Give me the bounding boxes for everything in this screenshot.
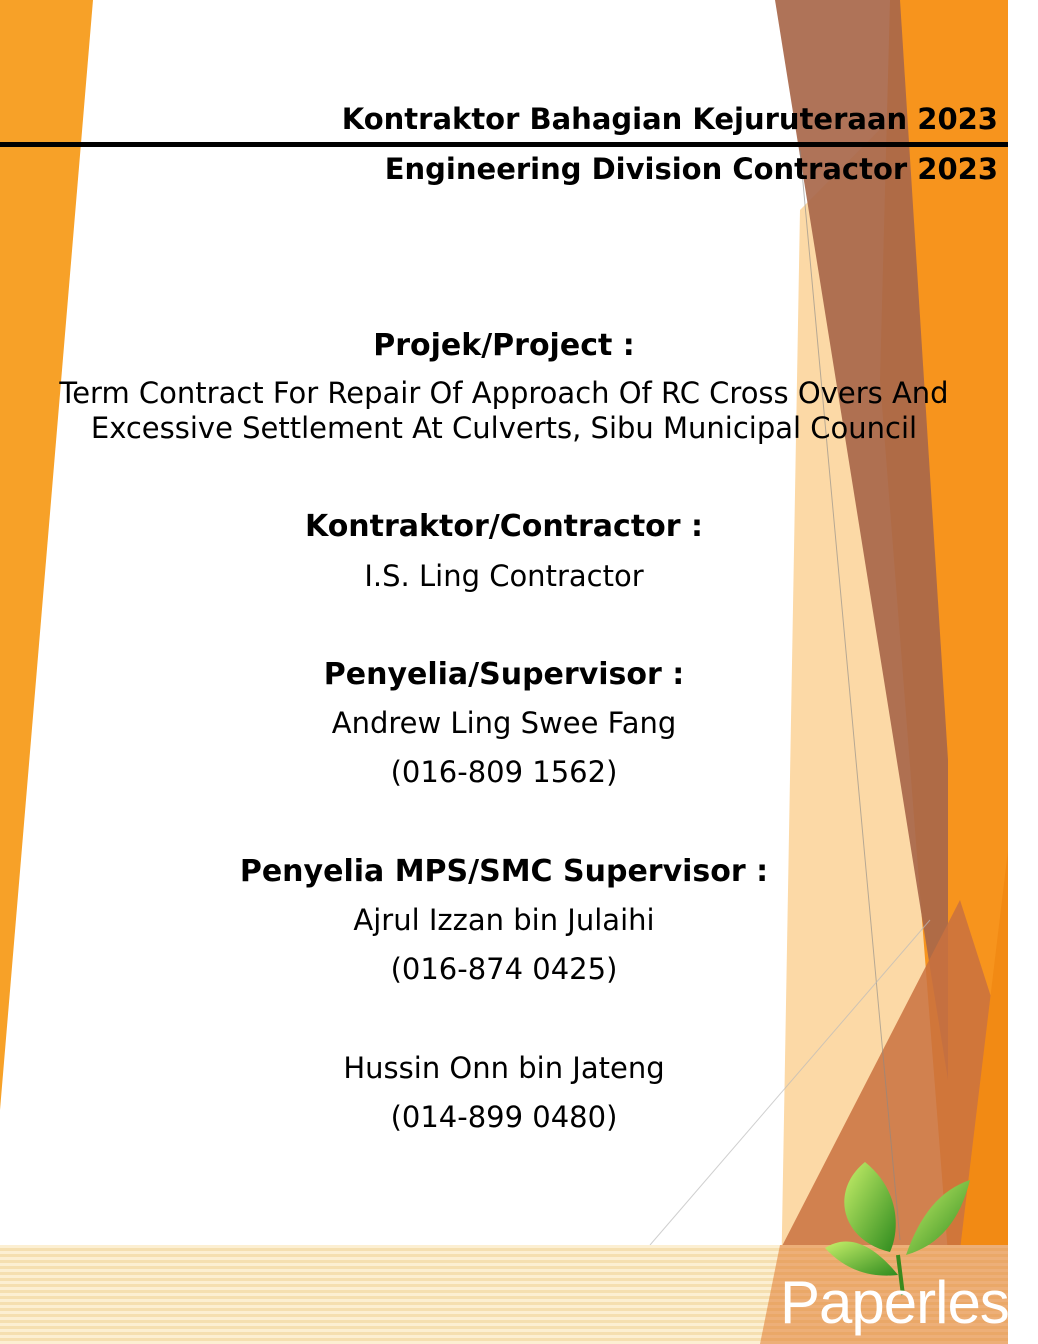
left-orange-wedge xyxy=(0,0,93,1110)
contractor-name: I.S. Ling Contractor xyxy=(364,559,644,593)
smc-supervisor-label: Penyelia MPS/SMC Supervisor : xyxy=(239,854,769,889)
header-divider xyxy=(0,142,1008,147)
smc-supervisor-name-2: Hussin Onn bin Jateng xyxy=(343,1051,665,1085)
smc-supervisor-phone-2: (014-899 0480) xyxy=(390,1100,618,1134)
header-title-english: Engineering Division Contractor 2023 xyxy=(384,152,998,186)
smc-supervisor-name-1: Ajrul Izzan bin Julaihi xyxy=(353,903,655,937)
supervisor-label: Penyelia/Supervisor : xyxy=(323,657,685,692)
supervisor-name: Andrew Ling Swee Fang xyxy=(331,706,677,740)
project-line-1: Term Contract For Repair Of Approach Of RC Cross Overs And xyxy=(59,376,949,410)
supervisor-phone: (016-809 1562) xyxy=(390,755,618,789)
project-label: Projek/Project : xyxy=(373,328,635,363)
header-title-malay: Kontraktor Bahagian Kejuruteraan 2023 xyxy=(341,102,998,136)
project-line-2: Excessive Settlement At Culverts, Sibu Municipal Council xyxy=(90,411,918,445)
contractor-label: Kontraktor/Contractor : xyxy=(304,509,704,544)
paperless-logo-text: Paperless xyxy=(780,1269,1038,1336)
smc-supervisor-phone-1: (016-874 0425) xyxy=(390,952,618,986)
